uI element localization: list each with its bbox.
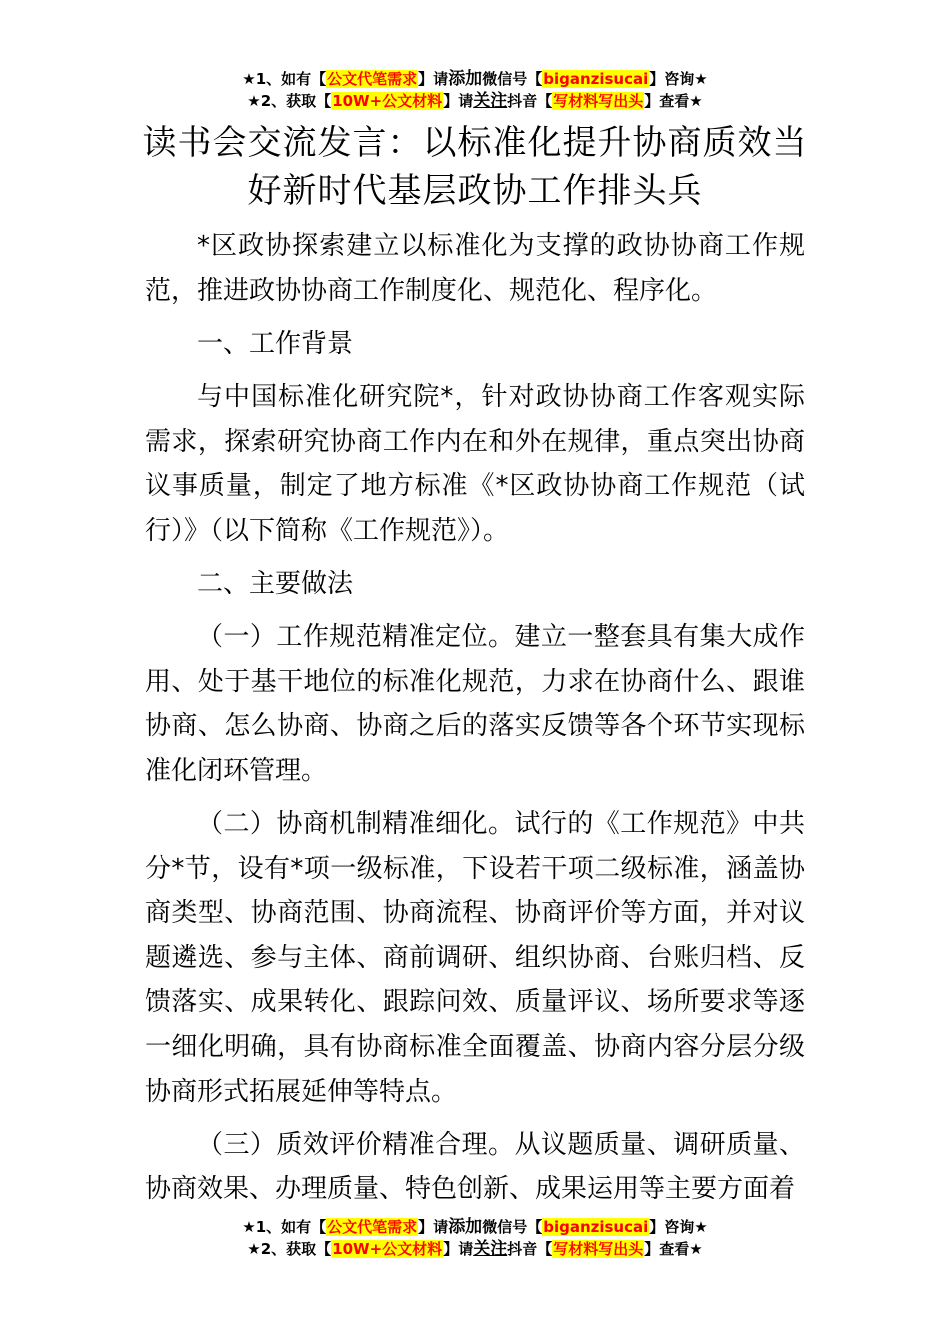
banner-highlight: 10W+公文材料 bbox=[332, 92, 443, 110]
banner-emphasis: 添加 bbox=[448, 1217, 483, 1237]
section-heading-background: 一、工作背景 bbox=[197, 328, 354, 359]
banner-highlight: 公文代笔需求 bbox=[327, 70, 418, 88]
banner-text: ★2、获取【 bbox=[247, 1240, 332, 1258]
section-heading-practices: 二、主要做法 bbox=[197, 568, 354, 599]
banner-text: 】请 bbox=[443, 1240, 474, 1258]
practice-item-3: （三）质效评价精准合理。从议题质量、调研质量、协商效果、办理质量、特色创新、成果运用等主要方面着 bbox=[145, 1129, 805, 1205]
banner-text: ★1、如有【 bbox=[242, 1218, 327, 1236]
practice-item-2: （二）协商机制精准细化。试行的《工作规范》中共分*节，设有*项一级标准，下设若干项二级标准，涵盖协商类型、协商范围、协商流程、协商评价等方面，并对议题遴选、参与主体、商前调研、组织协商、台账归档、反馈落实、成果转化、跟踪问效、质量评议、场所要求等逐一细化明确，具有协商标准全面覆盖、协商内容分层分级协商形式拓展延伸等特点。 bbox=[145, 809, 805, 1107]
banner-text: ★2、获取【 bbox=[247, 92, 332, 110]
banner-line-1 bbox=[0, 68, 950, 90]
banner-emphasis: 添加 bbox=[448, 69, 483, 89]
banner-text: 】请 bbox=[418, 1218, 449, 1236]
practice-item-1: （一）工作规范精准定位。建立一整套具有集大成作用、处于基干地位的标准化规范，力求在协商什么、跟谁协商、怎么协商、协商之后的落实反馈等各个环节实现标准化闭环管理。 bbox=[145, 622, 805, 786]
header-banner bbox=[0, 68, 950, 112]
banner-text: 】查看★ bbox=[644, 1240, 703, 1258]
banner-text: 】请 bbox=[443, 92, 474, 110]
footer-banner bbox=[0, 1216, 950, 1260]
banner-text: ★1、如有【 bbox=[242, 70, 327, 88]
document-body bbox=[145, 224, 805, 1221]
banner-text: 】请 bbox=[418, 70, 449, 88]
banner-highlight: 写材料写出头 bbox=[553, 92, 644, 110]
document-title-line-2: 好新时代基层政协工作排头兵 bbox=[247, 171, 703, 211]
banner-text: 】咨询★ bbox=[649, 70, 708, 88]
background-paragraph: 与中国标准化研究院*，针对政协协商工作客观实际需求，探索研究协商工作内在和外在规律，重点突出协商议事质量，制定了地方标准《*区政协协商工作规范（试行）》（以下简称《工作规范》）。 bbox=[145, 381, 805, 546]
banner-emphasis: 关注 bbox=[473, 91, 508, 111]
banner-highlight: 10W+公文材料 bbox=[332, 1240, 443, 1258]
banner-line-2 bbox=[0, 90, 950, 112]
banner-text: 抖音【 bbox=[507, 92, 553, 110]
banner-highlight: 公文代笔需求 bbox=[327, 1218, 418, 1236]
banner-line-1 bbox=[0, 1216, 950, 1238]
banner-text: 】查看★ bbox=[644, 92, 703, 110]
banner-text: 】咨询★ bbox=[649, 1218, 708, 1236]
banner-emphasis: 关注 bbox=[473, 1239, 508, 1259]
banner-text: 抖音【 bbox=[507, 1240, 553, 1258]
intro-paragraph: *区政协探索建立以标准化为支撑的政协协商工作规范，推进政协协商工作制度化、规范化、程序化。 bbox=[145, 231, 805, 306]
banner-text: 微信号【 bbox=[482, 1218, 543, 1236]
document-title-line-1: 读书会交流发言：以标准化提升协商质效当 bbox=[142, 123, 808, 163]
banner-highlight: 写材料写出头 bbox=[553, 1240, 644, 1258]
banner-highlight: biganzisucai bbox=[543, 70, 649, 88]
banner-highlight: biganzisucai bbox=[543, 1218, 649, 1236]
banner-text: 微信号【 bbox=[482, 70, 543, 88]
banner-line-2 bbox=[0, 1238, 950, 1260]
